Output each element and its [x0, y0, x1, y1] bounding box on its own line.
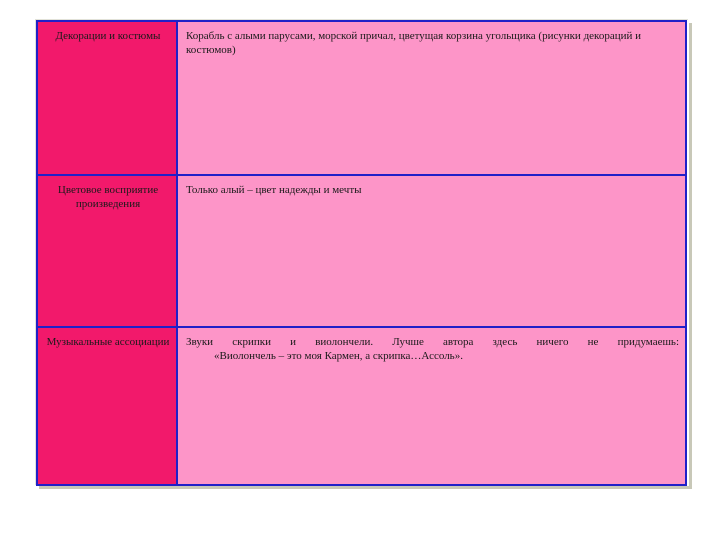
- row-value-line-1: Звуки скрипки и виолончели. Лучше автора здесь ничего не придумаешь:: [186, 336, 679, 348]
- label-cell-costumes: [37, 21, 177, 175]
- row-value: Корабль с алыми парусами, морской причал, цветущая корзина угольщика (рисунки декораций и костюмов): [186, 30, 642, 56]
- row-value-line-2: «Виолончель – это моя Кармен, а скрипка…Ассоль».: [214, 350, 463, 362]
- table-row: [37, 21, 686, 175]
- row-label: Декорации и костюмы: [55, 30, 161, 42]
- label-cell-music: [37, 327, 177, 485]
- value-cell-color: [177, 175, 686, 327]
- row-label: Музыкальные ассоциации: [46, 336, 170, 348]
- value-cell-costumes: [177, 21, 686, 175]
- row-value: Только алый – цвет надежды и мечты: [186, 184, 362, 196]
- table-row: [37, 327, 686, 485]
- label-cell-color: [37, 175, 177, 327]
- table-row: [37, 175, 686, 327]
- row-label: Цветовое восприятие произведения: [57, 184, 159, 210]
- info-table: [36, 20, 687, 486]
- value-cell-music: [177, 327, 686, 485]
